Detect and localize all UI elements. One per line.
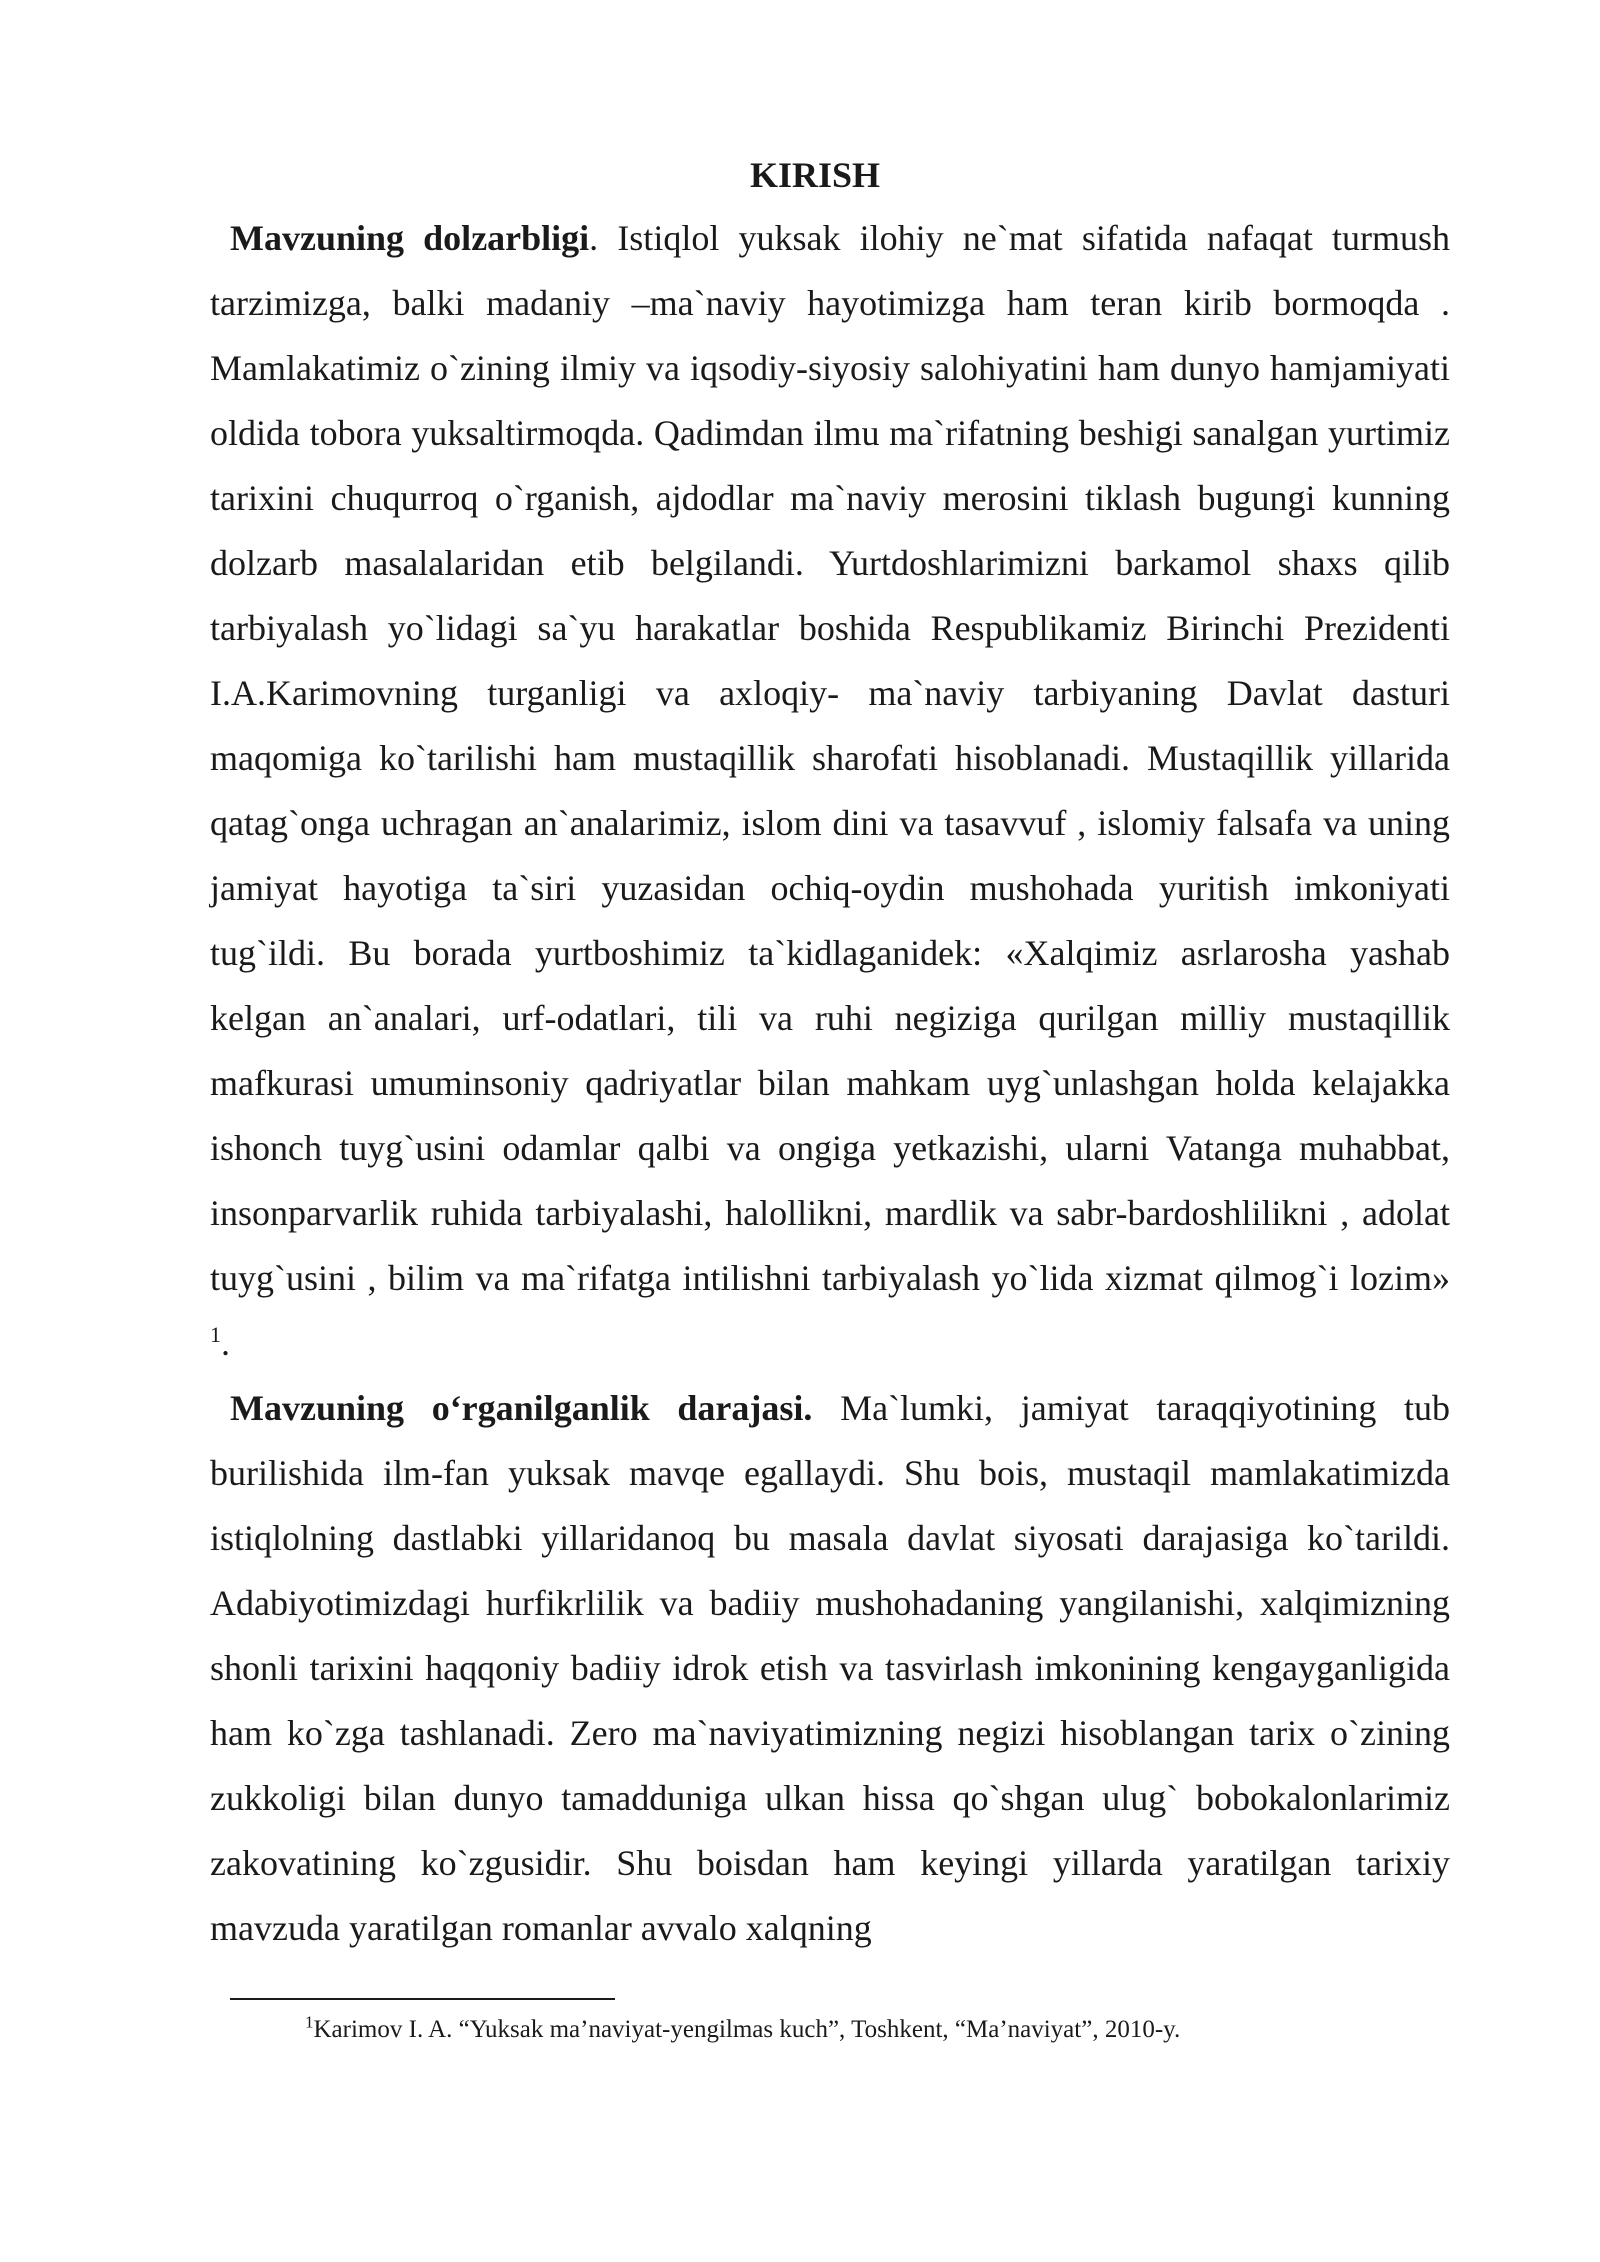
paragraph-tail: .	[221, 1323, 230, 1363]
paragraph-relevance	[210, 206, 1450, 1376]
footnote	[305, 2010, 1455, 2050]
paragraph-study-level	[210, 1376, 1450, 1961]
page-title: KIRISH	[749, 155, 881, 195]
footnote-reference[interactable]: 1	[210, 1322, 221, 1347]
footnote-separator	[230, 1998, 615, 2000]
paragraph-text: Ma`lumki, jamiyat taraqqiyotining tub burilishida ilm-fan yuksak mavqe egallaydi. Shu bois, mustaqil mamlakatimizda istiqlolning dastlabki yillaridanoq bu masala davlat siyosati darajasiga ko`tarildi. Adabiyotimizdagi hurfikrlilik va badiiy mushohadaning yangilanishi, xalqimizning shonli tarixini haqqoniy badiiy idrok etish va tasvirlash imkonining kengayganligida ham ko`zga tashlanadi. Zero ma`naviyatimizning negizi hisoblangan tarix o`zining zukkoligi bilan dunyo tamadduniga ulkan hissa qo`shgan ulug` bobokalonlarimiz zakovatining ko`zgusidir. Shu boisdan ham keyingi yillarda yaratilgan tarixiy mavzuda yaratilgan romanlar avvalo xalqning	[210, 1388, 1450, 1948]
body-text	[210, 206, 1450, 1961]
paragraph-text: . Istiqlol yuksak ilohiy ne`mat sifatida nafaqat turmush tarzimizga, balki madaniy –ma`naviy hayotimizga ham teran kirib bormoqda . Mamlakatimiz o`zining ilmiy va iqsodiy-siyosiy salohiyatini ham dunyo hamjamiyati oldida tobora yuksaltirmoqda. Qadimdan ilmu ma`rifatning beshigi sanalgan yurtimiz tarixini chuqurroq o`rganish, ajdodlar ma`naviy merosini tiklash bugungi kunning dolzarb masalalaridan etib belgilandi. Yurtdoshlarimizni barkamol shaxs qilib tarbiyalash yo`lidagi sa`yu harakatlar boshida Respublikamiz Birinchi Prezidenti I.A.Karimovning turganligi va axloqiy- ma`naviy tarbiyaning Davlat dasturi maqomiga ko`tarilishi ham mustaqillik sharofati hisoblanadi. Mustaqillik yillarida qatag`onga uchragan an`analarimiz, islom dini va tasavvuf , islomiy falsafa va uning jamiyat hayotiga ta`siri yuzasidan ochiq-oydin mushohada yuritish imkoniyati tug`ildi. Bu borada yurtboshimiz ta`kidlaganidek: «Xalqimiz asrlarosha yashab kelgan an`analari, urf-odatlari, tili va ruhi negiziga qurilgan milliy mustaqillik mafkurasi umuminsoniy qadriyatlar bilan mahkam uyg`unlashgan holda kelajakka ishonch tuyg`usini odamlar qalbi va ongiga yetkazishi, ularni Vatanga muhabbat, insonparvarlik ruhida tarbiyalashi, halollikni, mardlik va sabr-bardoshlilikni , adolat tuyg`usini , bilim va ma`rifatga intilishni tarbiyalash yo`lida xizmat qilmog`i lozim»	[210, 218, 1450, 1298]
paragraph-lead: Mavzuning dolzarbligi	[230, 218, 590, 258]
footnote-number: 1	[305, 2012, 314, 2032]
footnote-text: Karimov I. A. “Yuksak ma’naviyat-yengilmas kuch”, Toshkent, “Ma’naviyat”, 2010-y.	[313, 2016, 1181, 2043]
paragraph-lead: Mavzuning o‘rganilganlik darajasi.	[230, 1388, 813, 1428]
